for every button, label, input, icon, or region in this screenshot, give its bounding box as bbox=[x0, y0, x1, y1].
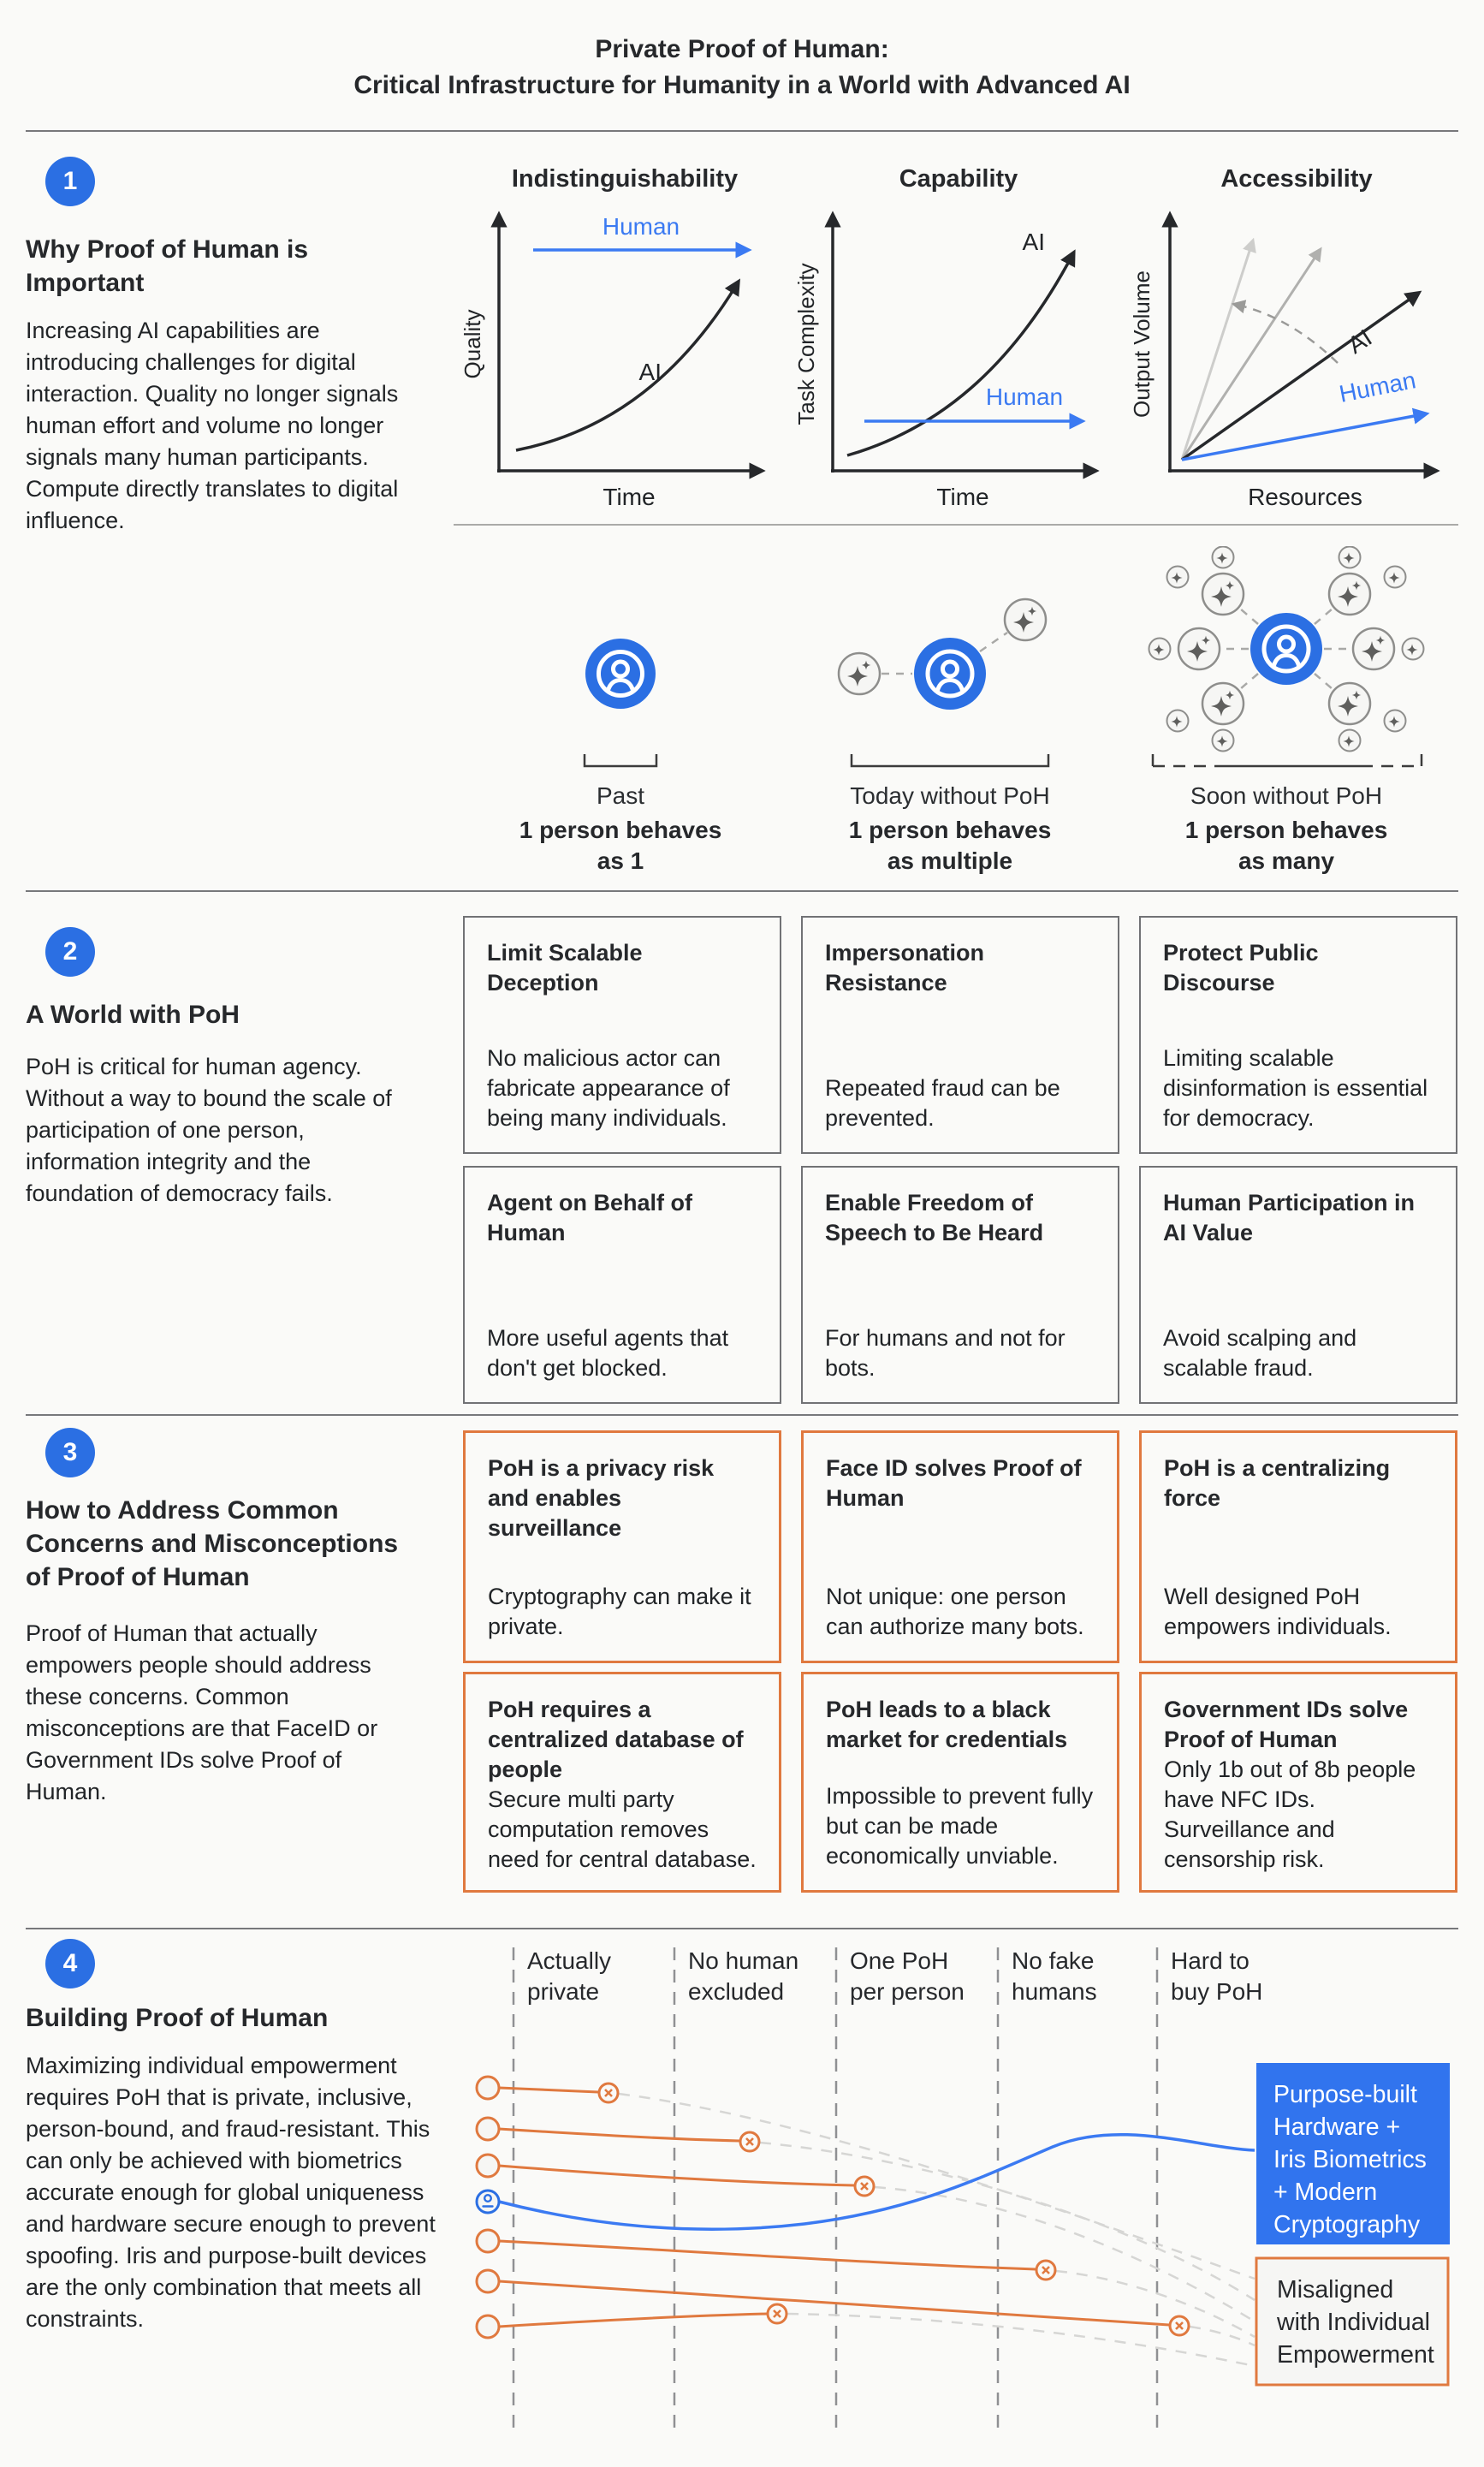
card-title: Agent on Behalf of Human bbox=[487, 1190, 692, 1245]
chart1-ai-label: AI bbox=[638, 359, 662, 385]
card-body: Cryptography can make it private. bbox=[488, 1584, 751, 1639]
chart2-title: Capability bbox=[899, 165, 1018, 193]
caption-line1: 1 person behaves bbox=[848, 817, 1052, 843]
compute-arrow-light bbox=[1182, 243, 1252, 460]
scenario-label: Soon without PoH bbox=[1190, 782, 1383, 809]
scenario-past-label bbox=[466, 781, 775, 811]
chart2-ai-label: AI bbox=[1022, 229, 1045, 255]
chart2-xlabel: Time bbox=[936, 484, 989, 510]
divider-title bbox=[26, 130, 1458, 132]
constraint-column-lines bbox=[513, 1947, 1157, 2435]
card-body: No malicious actor can fabricate appearance of being many individuals. bbox=[487, 1045, 730, 1131]
card-title: Protect Public Discourse bbox=[1163, 940, 1319, 996]
scenario-soon-caption bbox=[1132, 815, 1440, 877]
caption-line2: as multiple bbox=[887, 847, 1013, 874]
ai-curve bbox=[516, 284, 737, 450]
concern-card bbox=[1139, 1672, 1457, 1893]
card-title: Limit Scalable Deception bbox=[487, 940, 643, 996]
card-body: Impossible to prevent fully but can be made economically unviable. bbox=[826, 1783, 1094, 1869]
section2-benefit-grid bbox=[463, 916, 1457, 1404]
chart2-ylabel: Task Complexity bbox=[793, 263, 819, 425]
chart3-human-label: Human bbox=[1337, 366, 1418, 407]
benefit-card bbox=[801, 916, 1119, 1154]
person-with-agents-icon bbox=[822, 595, 1061, 749]
section2-number-badge: 2 bbox=[45, 927, 95, 977]
caption-line2: as many bbox=[1238, 847, 1335, 874]
card-body: Only 1b out of 8b people have NFC IDs. Surveillance and censorship risk. bbox=[1164, 1757, 1416, 1872]
column-label: per person bbox=[850, 1978, 965, 2005]
chart1-human-label: Human bbox=[602, 213, 680, 240]
bracket-today bbox=[849, 753, 1051, 769]
section1-body: Increasing AI capabilities are introducing challenges for digital interaction. Quality no longer signals human effort and volume no longer signals many human participants. Compute directly translates to digital influence. bbox=[26, 318, 399, 533]
winning-path bbox=[499, 2135, 1255, 2230]
column-label: No human bbox=[688, 1947, 799, 1974]
chart3-ai-label: AI bbox=[1343, 324, 1377, 360]
divider-section4 bbox=[26, 1928, 1458, 1929]
section1-number-badge: 1 bbox=[45, 157, 95, 206]
section3-concern-grid bbox=[463, 1430, 1457, 1893]
section1-heading: Why Proof of Human is Important bbox=[26, 235, 308, 297]
chart1-title: Indistinguishability bbox=[511, 165, 739, 193]
benefit-card bbox=[463, 916, 781, 1154]
card-body: For humans and not for bots. bbox=[825, 1325, 1066, 1381]
winner-box-line: Iris Biometrics bbox=[1273, 2146, 1427, 2173]
column-label: Hard to bbox=[1171, 1947, 1250, 1974]
winner-box-line: Cryptography bbox=[1273, 2211, 1421, 2238]
concern-card bbox=[801, 1430, 1119, 1663]
bracket-soon bbox=[1150, 753, 1424, 769]
benefit-card bbox=[801, 1166, 1119, 1404]
card-title: Enable Freedom of Speech to Be Heard bbox=[825, 1190, 1044, 1245]
chart1-xlabel: Time bbox=[603, 484, 656, 510]
benefit-card bbox=[1139, 1166, 1457, 1404]
sparkle-icon bbox=[839, 653, 880, 694]
x-marker bbox=[855, 2177, 874, 2196]
card-body: Not unique: one person can authorize many bots. bbox=[826, 1584, 1084, 1639]
winner-box-line: Purpose-built bbox=[1273, 2081, 1417, 2108]
scenario-today-caption bbox=[796, 815, 1104, 877]
winner-box-line: + Modern bbox=[1273, 2179, 1378, 2206]
x-marker bbox=[740, 2132, 759, 2151]
compute-arrow-gray bbox=[1182, 252, 1319, 460]
sparkle-icon bbox=[1005, 599, 1046, 640]
person-start-icon bbox=[477, 2191, 499, 2213]
person-with-many-agents-icon bbox=[1145, 546, 1428, 756]
person-icon bbox=[914, 638, 986, 710]
person-icon bbox=[1250, 613, 1322, 685]
card-body: Avoid scalping and scalable fraud. bbox=[1163, 1325, 1357, 1381]
loser-box bbox=[1256, 2258, 1448, 2385]
chart3-title: Accessibility bbox=[1220, 165, 1373, 193]
loser-box-line: with Individual bbox=[1277, 2309, 1431, 2336]
card-body: More useful agents that don't get blocked. bbox=[487, 1325, 729, 1381]
chart1-ylabel: Quality bbox=[460, 309, 485, 379]
method-lines bbox=[499, 2088, 1169, 2327]
card-title: Face ID solves Proof of Human bbox=[826, 1455, 1082, 1511]
card-body: Repeated fraud can be prevented. bbox=[825, 1075, 1060, 1131]
page-title-line2: Critical Infrastructure for Humanity in a World with Advanced AI bbox=[353, 71, 1131, 99]
section3-body: Proof of Human that actually empowers people should address these concerns. Common misconceptions are that FaceID or Government IDs solve Proof of Human. bbox=[26, 1620, 378, 1804]
concern-card bbox=[801, 1672, 1119, 1893]
section3-heading: How to Address Common Concerns and Misconceptions of Proof of Human bbox=[26, 1496, 399, 1591]
caption-line1: 1 person behaves bbox=[1184, 817, 1388, 843]
loser-box-line: Empowerment bbox=[1277, 2341, 1434, 2369]
constraint-column-labels bbox=[527, 1947, 1262, 2005]
human-arrow bbox=[1182, 414, 1423, 460]
section4-heading: Building Proof of Human bbox=[26, 2004, 329, 2032]
chart2-human-label: Human bbox=[985, 383, 1064, 410]
card-title: PoH is a privacy risk and enables surveillance bbox=[488, 1455, 715, 1541]
scenario-soon-label bbox=[1132, 781, 1440, 811]
method-start-markers bbox=[477, 2077, 499, 2338]
scenario-past-caption bbox=[466, 815, 775, 877]
chart-capability bbox=[792, 164, 1125, 515]
fail-x-markers bbox=[599, 2084, 1189, 2335]
divider-charts-icons bbox=[454, 524, 1458, 526]
loser-box-line: Misaligned bbox=[1277, 2276, 1394, 2304]
ai-curve bbox=[847, 255, 1072, 455]
chart3-xlabel: Resources bbox=[1248, 484, 1362, 510]
benefit-card bbox=[463, 1166, 781, 1404]
card-body: Secure multi party computation removes need for central database. bbox=[488, 1786, 757, 1872]
column-label: No fake bbox=[1012, 1947, 1095, 1974]
caption-line1: 1 person behaves bbox=[519, 817, 722, 843]
section3-number-badge: 3 bbox=[45, 1428, 95, 1477]
scenario-today-label bbox=[796, 781, 1104, 811]
constraint-chart bbox=[454, 1935, 1484, 2467]
section4-number-badge: 4 bbox=[45, 1939, 95, 1988]
card-title: Human Participation in AI Value bbox=[1163, 1190, 1416, 1245]
section2-body: PoH is critical for human agency. Without a way to bound the scale of participation of one person, information integrity and the foundation of democracy fails. bbox=[26, 1054, 392, 1206]
x-marker bbox=[1170, 2316, 1189, 2335]
divider-section2 bbox=[26, 890, 1458, 892]
column-label: excluded bbox=[688, 1978, 785, 2005]
winner-box bbox=[1256, 2063, 1450, 2244]
x-marker bbox=[1036, 2261, 1055, 2280]
scenario-label: Past bbox=[596, 782, 645, 809]
x-marker bbox=[768, 2304, 787, 2323]
concern-card bbox=[463, 1672, 781, 1893]
chart3-ylabel: Output Volume bbox=[1129, 270, 1155, 418]
card-body: Well designed PoH empowers individuals. bbox=[1164, 1584, 1392, 1639]
divider-section3 bbox=[26, 1414, 1458, 1416]
person-icon bbox=[585, 638, 656, 710]
x-marker bbox=[599, 2084, 618, 2102]
concern-card bbox=[463, 1430, 781, 1663]
card-title: PoH is a centralizing force bbox=[1164, 1455, 1391, 1511]
section4-body: Maximizing individual empowerment requires PoH that is private, inclusive, person-bound, and fraud-resistant. This can only be achieved with biometrics accurate enough for global uniqueness and hardware secure enough to prevent spoofing. Iris and purpose-built devices are the only combination that meets all constraints. bbox=[26, 2053, 436, 2332]
card-title: PoH requires a centralized database of people bbox=[488, 1697, 744, 1782]
section2-heading: A World with PoH bbox=[26, 1001, 240, 1029]
card-title: Impersonation Resistance bbox=[825, 940, 985, 996]
page-title-line1: Private Proof of Human: bbox=[595, 35, 889, 63]
caption-line2: as 1 bbox=[597, 847, 644, 874]
chart-indistinguishability bbox=[458, 164, 792, 515]
chart-accessibility bbox=[1125, 164, 1468, 515]
card-title: Government IDs solve Proof of Human bbox=[1164, 1697, 1409, 1752]
bracket-past bbox=[582, 753, 659, 769]
column-label: One PoH bbox=[850, 1947, 949, 1974]
scenario-label: Today without PoH bbox=[850, 782, 1050, 809]
column-label: buy PoH bbox=[1171, 1978, 1263, 2005]
benefit-card bbox=[1139, 916, 1457, 1154]
card-title: PoH leads to a black market for credentials bbox=[826, 1697, 1068, 1752]
winner-box-line: Hardware + bbox=[1273, 2113, 1401, 2141]
column-label: humans bbox=[1012, 1978, 1097, 2005]
column-label: private bbox=[527, 1978, 600, 2005]
column-label: Actually bbox=[527, 1947, 612, 1974]
concern-card bbox=[1139, 1430, 1457, 1663]
card-body: Limiting scalable disinformation is essential for democracy. bbox=[1163, 1045, 1428, 1131]
